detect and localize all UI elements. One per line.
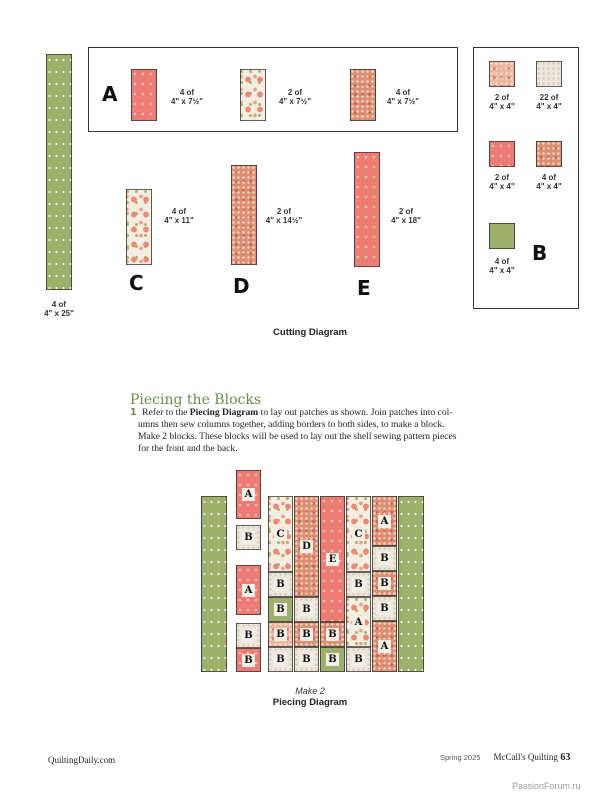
patch-letter-label: B [242, 629, 255, 642]
col5-a-2 [372, 621, 397, 672]
col2-b-2 [294, 622, 319, 647]
patch-letter-label: B [242, 654, 255, 667]
col4-c [346, 496, 371, 572]
step-line-2: Make 2 blocks. These blocks will be used to lay out the shell sewing pattern pieces [138, 431, 457, 442]
step-lead: Refer to the [142, 407, 190, 418]
patch-b-coral [489, 141, 515, 167]
loose-b-3 [236, 648, 261, 672]
loose-a-mid [236, 565, 261, 615]
patch-letter-label: B [300, 628, 313, 641]
patch-e-label: 2 of 4" x 18" [391, 207, 421, 225]
patch-letter-label: A [352, 616, 365, 629]
patch-b-label-3: 2 of 4" x 4" [489, 173, 515, 191]
patch-letter-label: B [378, 552, 391, 565]
patch-letter-label: D [300, 540, 313, 553]
footer-issue: Spring 2025 [440, 753, 481, 762]
col3-e [320, 496, 345, 622]
patch-letter-label: B [326, 653, 339, 666]
patch-letter-label: C [352, 528, 365, 541]
patch-a-floral-label: 2 of 4" x 7½" [278, 88, 312, 106]
section-heading: Piecing the Blocks [130, 392, 262, 408]
col1-b-3 [268, 622, 293, 647]
group-e-letter: E [357, 276, 371, 300]
col1-b-1 [268, 572, 293, 597]
patch-letter-label: A [378, 515, 391, 528]
strip-4x25 [46, 54, 72, 290]
col5-b-1 [372, 546, 397, 571]
patch-a-coral-label: 4 of 4" x 7½" [170, 88, 204, 106]
patch-b-label-1: 2 of 4" x 4" [489, 93, 515, 111]
patch-letter-label: B [352, 653, 365, 666]
patch-letter-label: A [242, 488, 255, 501]
footer-magazine: McCall's Quilting [493, 752, 558, 762]
col2-d [294, 496, 319, 597]
patch-b-label-5: 4 of 4" x 4" [489, 257, 515, 275]
strip-4x25-label: 4 of 4" x 25" [44, 300, 74, 318]
step-line-0: to lay out patches as shown. Join patches into col- [258, 407, 453, 418]
group-a-letter: A [102, 82, 118, 106]
patch-e [354, 152, 380, 267]
patch-letter-label: B [352, 578, 365, 591]
patch-b-label-2: 22 of 4" x 4" [536, 93, 562, 111]
footer-right [440, 752, 580, 763]
patch-letter-label: E [326, 553, 339, 566]
patch-a-rust-label: 4 of 4" x 7½" [386, 88, 420, 106]
patch-b-green [489, 223, 515, 249]
patch-letter-label: B [242, 531, 255, 544]
patch-letter-label: B [378, 602, 391, 615]
patch-letter-label: A [242, 584, 255, 597]
patch-b-rust-small [489, 61, 515, 87]
col5-b-2 [372, 571, 397, 596]
patch-c [126, 189, 152, 265]
step-line-3: for the front and the back. [138, 443, 238, 454]
col2-b-1 [294, 597, 319, 622]
patch-b-rust [536, 141, 562, 167]
col5-b-3 [372, 596, 397, 621]
col3-b-1 [320, 622, 345, 647]
col1-c [268, 496, 293, 572]
loose-b-2 [236, 623, 261, 648]
piecing-note: Make 2 [295, 686, 325, 696]
piecing-diagram-title: Piecing Diagram [272, 697, 348, 708]
patch-letter-label: B [378, 577, 391, 590]
patch-letter-label: A [378, 640, 391, 653]
piecing-left-border [201, 496, 227, 672]
step-line-1: umns then sew columns together, adding borders to both sides, to make a block. [138, 419, 445, 430]
patch-letter-label: B [274, 603, 287, 616]
patch-a-rust [350, 69, 376, 121]
patch-letter-label: B [274, 653, 287, 666]
step-number: 1 [130, 407, 137, 418]
patch-a-coral [131, 69, 157, 121]
loose-b-1 [236, 525, 261, 550]
patch-letter-label: B [326, 628, 339, 641]
patch-letter-label: B [274, 578, 287, 591]
group-c-letter: C [129, 271, 144, 295]
patch-d [231, 165, 257, 265]
piecing-right-border [398, 496, 424, 672]
patch-letter-label: B [274, 628, 287, 641]
col1-b-4 [268, 647, 293, 672]
step-bold: Piecing Diagram [189, 407, 259, 418]
col4-a [346, 597, 371, 647]
col1-b-2 [268, 597, 293, 622]
col4-b-2 [346, 647, 371, 672]
patch-a-floral [240, 69, 266, 121]
cutting-diagram-title: Cutting Diagram [273, 327, 347, 338]
step-text [130, 407, 490, 455]
col4-b-1 [346, 572, 371, 597]
watermark: PassionForum.ru [512, 781, 581, 791]
patch-b-cream [536, 61, 562, 87]
group-b-letter: B [532, 241, 548, 265]
patch-d-label: 2 of 4" x 14½" [265, 207, 303, 225]
col3-b-2 [320, 647, 345, 672]
col5-a-1 [372, 496, 397, 546]
col2-b-3 [294, 647, 319, 672]
patch-b-label-4: 4 of 4" x 4" [536, 173, 562, 191]
loose-a-top [236, 470, 261, 519]
patch-letter-label: B [300, 603, 313, 616]
patch-c-label: 4 of 4" x 11" [164, 207, 194, 225]
footer-site: QuiltingDaily.com [48, 755, 116, 765]
patch-letter-label: B [300, 653, 313, 666]
footer-page: 63 [560, 752, 571, 763]
patch-letter-label: C [274, 528, 287, 541]
group-d-letter: D [233, 274, 250, 298]
